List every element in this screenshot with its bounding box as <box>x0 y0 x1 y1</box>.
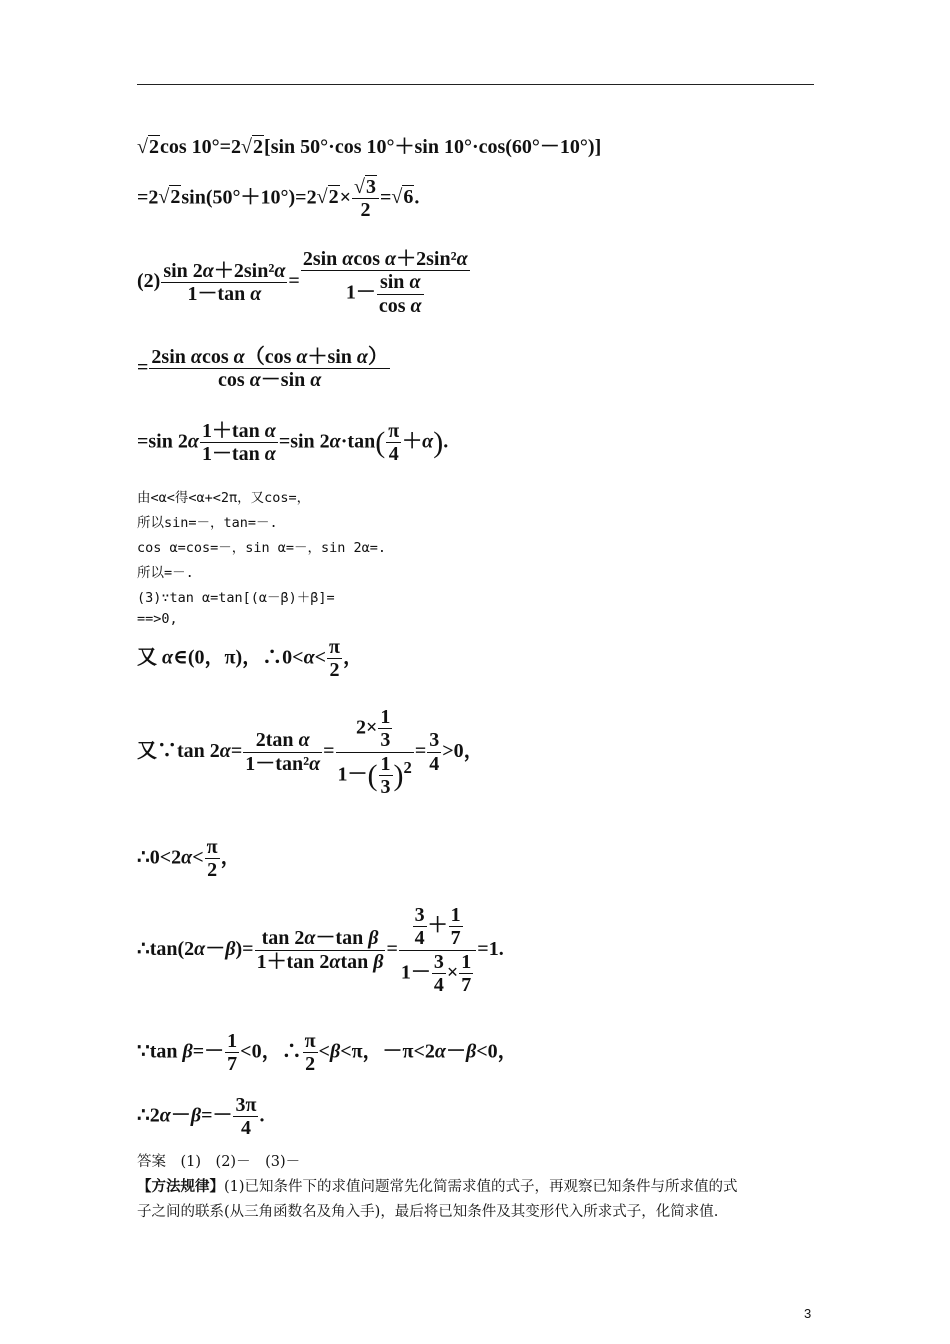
method-line-1 <box>137 1175 738 1196</box>
equation-sqrt2-cos10: √2cos 10°=2√2[sin 50°·cos 10°＋sin 10°·cos(60°－10°)] <box>137 136 602 158</box>
header-rule <box>137 84 814 85</box>
method-heading: 【方法规律】 <box>137 1178 224 1195</box>
method-text-1: (1)已知条件下的求值问题常先化简需求值的式子，再观察已知条件与所求值的式 <box>224 1179 738 1195</box>
text-line-3: cos α=cos=－，sin α=－，sin 2α=. <box>137 540 387 556</box>
text-line-4: 所以=－. <box>137 565 194 581</box>
equation-sqrt6-result: =2√2sin(50°＋10°)=2√2× $\frac{√3}{2}$ =√6. <box>137 176 420 222</box>
method-line-2: 子之间的联系(从三角函数名及角入手)，最后将已知条件及其变形代入所求式子，化简求值. <box>137 1204 719 1220</box>
text-line-1: 由<α<得<α+<2π，又cos=， <box>137 490 311 506</box>
equation-tan-2alpha-minus-beta: ∴tan(2α－β)= $\frac{\text{tan 2α－tan β}}{\text{1＋tan 2αtan β}}$ = $\frac{3}{4}$ ＋ $\frac{1}{7}$ 1－ $\frac{3}{4}$ × $\frac{1}{7}$ =1. <box>137 904 504 997</box>
text-line-2: 所以sin=－，tan=－. <box>137 515 278 531</box>
page-number: 3 <box>804 1306 812 1321</box>
equation-tan2alpha: 又∵tan 2α= $\frac{\text{2tan α}}{\text{1－tan²α}}$ = 2× $\frac{1}{3}$ 1－( $\frac{1}{3}$ )$^2$ = $\frac{3}{4}$ >0， <box>137 706 484 799</box>
text-line-5: (3)∵tan α=tan[(α－β)＋β]= <box>137 590 335 606</box>
equation-2alpha-range: ∴0<2α< $\frac{\pi}{2}$ ， <box>137 836 241 882</box>
equation-part2-start: (2) $\frac{\text{sin 2α＋2sin²α}}{\text{1－tan α}}$ = 2sin αcos α＋2sin²α 1－ $\frac{\text{sin α}}{\text{cos α}}$ <box>137 248 468 317</box>
equation-beta-range: ∵tan β=－ $\frac{1}{7}$ <0，∴ $\frac{\pi}{2}$ <β<π，－π<2α－β<0， <box>137 1030 518 1076</box>
text-line-6: ==>0, <box>137 611 178 627</box>
equation-part2-tan: =sin 2α $\frac{\text{1＋tan α}}{\text{1－tan α}}$ =sin 2α·tan( $\frac{\pi}{4}$ ＋α). <box>137 420 449 466</box>
equation-part2-simplify: = $\frac{\text{2sin αcos α（cos α＋sin α）}}{\text{cos α－sin α}}$ <box>137 346 388 392</box>
answer-line: 答案 (1) (2)－ (3)－ <box>137 1154 301 1170</box>
equation-final: ∴2α－β=－ $\frac{3\pi}{4}$ . <box>137 1094 265 1140</box>
equation-alpha-range: 又 α∈(0，π)，∴0<α< $\frac{\pi}{2}$ ， <box>137 636 364 682</box>
